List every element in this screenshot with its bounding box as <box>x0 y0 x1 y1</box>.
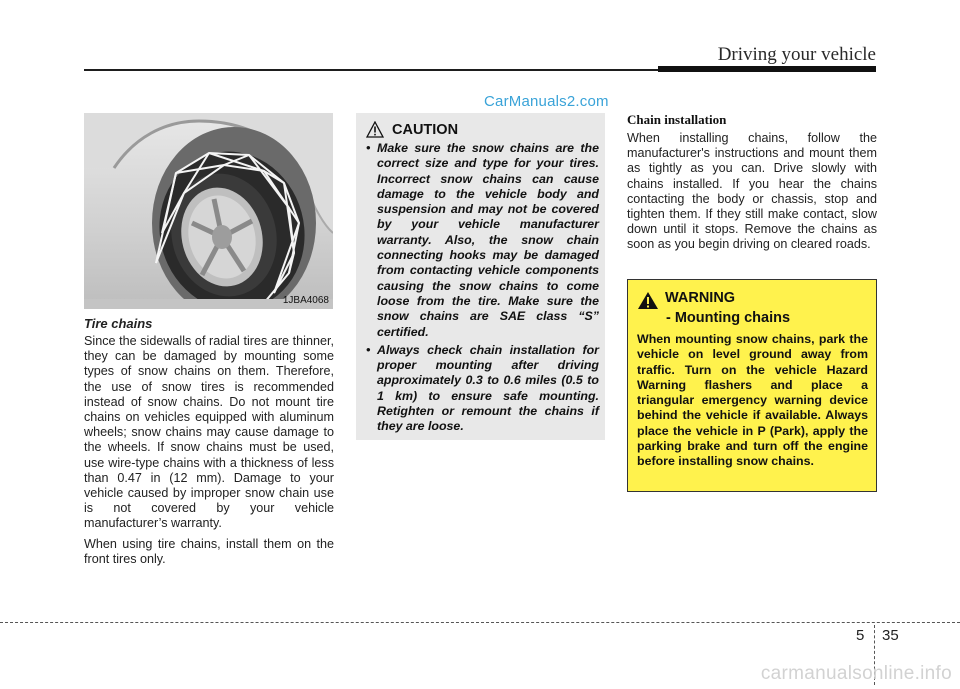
tire-chain-illustration <box>84 113 333 309</box>
warning-triangle-icon <box>637 291 659 310</box>
footer-brand-link[interactable]: carmanualsonline.info <box>760 663 952 684</box>
chain-installation-paragraph: When installing chains, follow the manufacturer's instructions and mount them as tightly as you can. Drive slowly with chains installed. If you hear the chains contacting the body or chassis, stop and tighten them. If they still make contact, slow down until it stops. Remove the chains as soon as you begin driving on cleared roads. <box>627 131 877 252</box>
caution-box <box>356 113 605 440</box>
caution-item: • Make sure the snow chains are the correct size and type for your tires. Incorrect snow chains can cause damage to the vehicle body and suspension and may not be covered by your vehicle manufacturer warranty. Also, the snow chain connecting hooks may be damaged from contacting vehicle components causing the snow chains to come loose from the tire. Make sure the snow chains are SAE class “S” certified. <box>366 141 599 339</box>
figure-code: 1JBA4068 <box>282 295 329 306</box>
header-rule-thin <box>84 69 658 71</box>
chain-installation-section <box>627 112 877 258</box>
warning-title: WARNING <box>665 290 736 306</box>
warning-subtitle: - Mounting chains <box>666 310 791 326</box>
section-title: Driving your vehicle <box>717 44 876 65</box>
warning-body: When mounting snow chains, park the vehicle on level ground away from traffic. Turn on the vehicle Hazard Warning flashers and place a triangular emergency warning device behind the vehicle if available. Always place the vehicle in P (Park), apply the parking brake and turn off the engine before installing snow chains. <box>637 332 868 469</box>
watermark-link[interactable]: CarManuals2.com <box>484 93 609 110</box>
tire-chains-heading: Tire chains <box>84 316 153 331</box>
tire-chains-paragraph-1: Since the sidewalls of radial tires are thinner, they can be damaged by mounting some types of snow chains on them. Therefore, the use of snow tires is recommended instead of snow chains. Do not mount tire chains on vehicles equipped with aluminum wheels; snow chains may cause damage to the wheels. If snow chains must be used, use wire-type chains with a thickness of less than 0.47 in (12 mm). Damage to your vehicle caused by improper snow chain use is not covered by your vehicle manufacturer’s warranty. <box>84 334 334 531</box>
tire-chains-section <box>84 316 334 572</box>
footer-divider <box>0 622 960 623</box>
caution-title: CAUTION <box>392 121 459 138</box>
chain-installation-heading: Chain installation <box>627 112 727 127</box>
caution-header <box>366 121 599 138</box>
caution-list <box>366 141 599 435</box>
warning-header <box>637 290 868 310</box>
caution-item: • Always check chain installation for proper mounting after driving approximately 0.3 to 0.6 miles (0.5 to 1 km) to ensure safe mounting. Retighten or remount the chains if they are loose. <box>366 342 599 434</box>
page-number: 35 <box>882 627 899 644</box>
section-number: 5 <box>856 627 865 644</box>
tire-chain-drawing <box>84 113 333 309</box>
warning-box <box>627 279 877 492</box>
header-rule-thick <box>658 66 876 72</box>
caution-triangle-icon <box>366 121 384 138</box>
tire-chains-paragraph-2: When using tire chains, install them on the front tires only. <box>84 536 334 566</box>
